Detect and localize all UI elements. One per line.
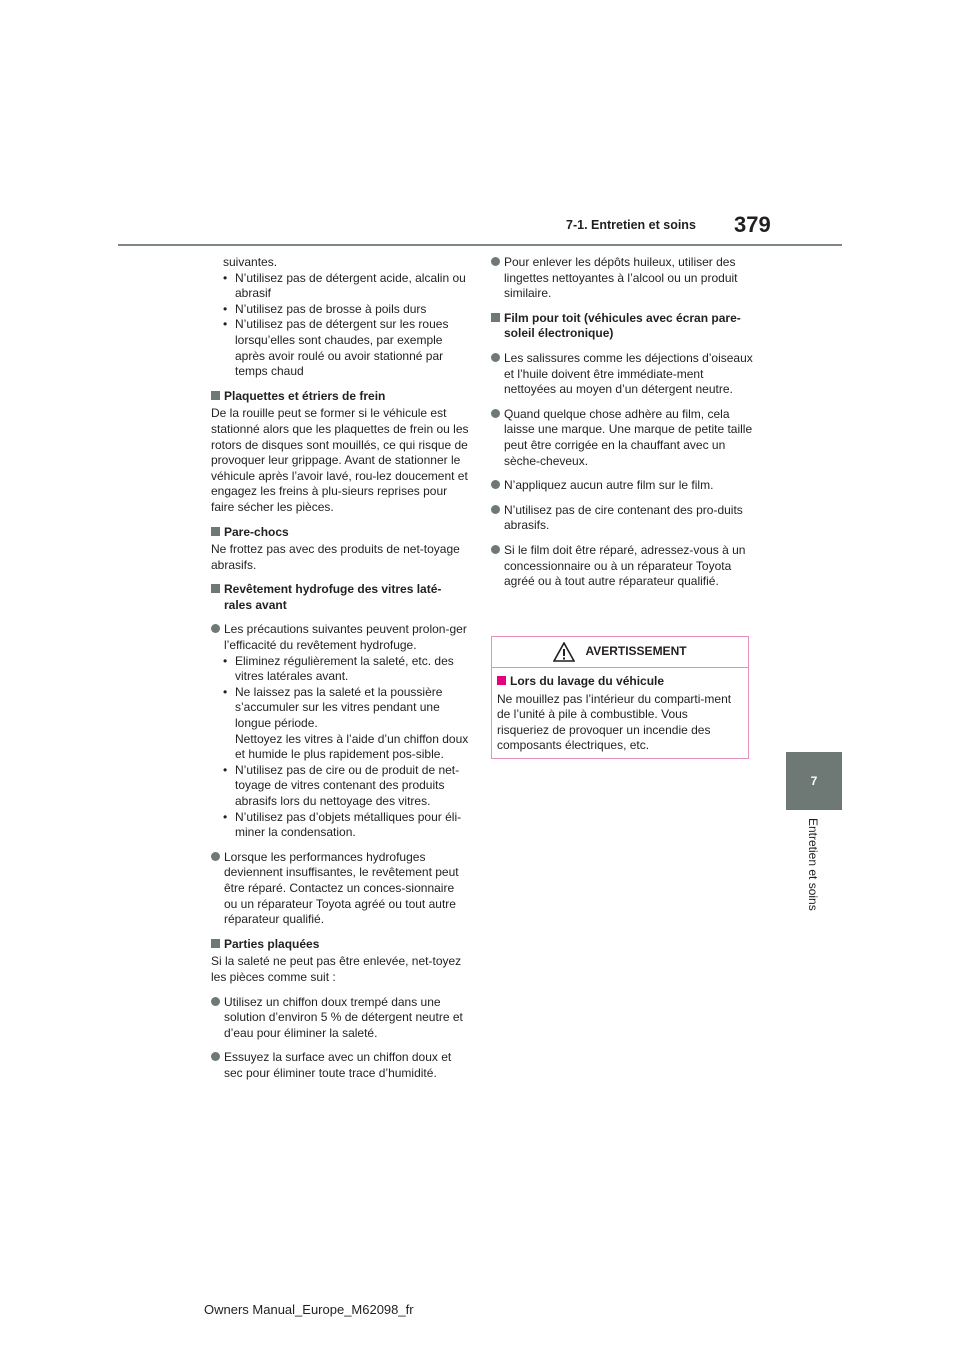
warning-icon (553, 642, 575, 662)
list-item: Utilisez un chiffon doux trempé dans une solution d’environ 5 % de détergent neutre et d’eau pour éliminer la saleté. (211, 995, 469, 1042)
list-item: Si le film doit être réparé, adressez-vous à un concessionnaire ou à un réparateur Toyota agréé ou à tout autre réparateur qualifié. (491, 543, 753, 590)
warning-box (491, 636, 749, 759)
section-heading: Pare-chocs (211, 525, 469, 541)
chapter-number: 7 (810, 774, 818, 788)
chapter-tab (786, 752, 842, 810)
square-bullet-icon (491, 313, 500, 322)
page-number: 379 (734, 212, 771, 237)
circle-bullet-icon (491, 409, 500, 418)
square-bullet-icon (211, 939, 220, 948)
list-item: • Eliminez régulièrement la saleté, etc. des vitres latérales avant. (211, 654, 469, 685)
list-item: • Ne laissez pas la saleté et la poussière s’accumuler sur les vitres pendant une longue période. (211, 685, 469, 732)
square-bullet-icon (211, 584, 220, 593)
footer-text: Owners Manual_Europe_M62098_fr (204, 1302, 414, 1317)
list-item: • N’utilisez pas de cire ou de produit de net-toyage de vitres contenant des produits abrasifs lors du nettoyage des vitres. (211, 763, 469, 810)
section-heading: Film pour toit (véhicules avec écran pare-soleil électronique) (491, 311, 753, 342)
list-item: Essuyez la surface avec un chiffon doux et sec pour éliminer toute trace d’humidité. (211, 1050, 469, 1081)
paragraph: De la rouille peut se former si le véhicule est stationné alors que les plaquettes de frein ou les rotors de disques sont mouillés, ce qui risque de provoquer leur grippage. Avant de stationner le véhicule après l’avoir lavé, rou-lez doucement et engagez les freins à plu-sieurs reprises pour faire sécher les pièces. (211, 406, 469, 514)
header-divider (118, 244, 842, 246)
circle-bullet-icon (211, 1052, 220, 1061)
list-item: Quand quelque chose adhère au film, cela laisse une marque. Une marque de petite taille peut être corrigée en la chauffant avec un sèche-cheveux. (491, 407, 753, 469)
circle-bullet-icon (211, 624, 220, 633)
square-bullet-icon (211, 391, 220, 400)
square-bullet-icon (497, 676, 506, 685)
list-item: • N’utilisez pas d’objets métalliques pour éli-miner la condensation. (211, 810, 469, 841)
left-column (211, 255, 469, 1082)
section-heading: Parties plaquées (211, 937, 469, 953)
list-item: Les salissures comme les déjections d’oiseaux et l’huile doivent être immédiate-ment nettoyées au moyen d’un détergent neutre. (491, 351, 753, 398)
circle-bullet-icon (211, 852, 220, 861)
chapter-label: Entretien et soins (806, 818, 820, 911)
list-item: N’appliquez aucun autre film sur le film. (491, 478, 753, 494)
circle-bullet-icon (491, 545, 500, 554)
circle-bullet-icon (491, 353, 500, 362)
list-item: • N’utilisez pas de détergent sur les roues lorsqu’elles sont chaudes, par exemple après avoir roulé ou avoir stationné par temps chaud (211, 317, 469, 379)
paragraph: Si la saleté ne peut pas être enlevée, net-toyez les pièces comme suit : (211, 954, 462, 984)
section-title: 7-1. Entretien et soins (566, 218, 696, 232)
paragraph: Ne frottez pas avec des produits de net-toyage abrasifs. (211, 542, 460, 572)
paragraph: Nettoyez les vitres à l’aide d’un chiffon doux et humide le plus rapidement pos-sible. (235, 731, 469, 762)
circle-bullet-icon (211, 997, 220, 1006)
continued-text: suivantes. (223, 255, 278, 269)
circle-bullet-icon (491, 257, 500, 266)
list-item: N’utilisez pas de cire contenant des pro-duits abrasifs. (491, 503, 753, 534)
list-item: Lorsque les performances hydrofuges deviennent insuffisantes, le revêtement peut être réparé. Contactez un conces-sionnaire ou un réparateur Toyota agréé ou tout autre réparateur qualifié. (211, 850, 469, 928)
right-column (491, 255, 753, 590)
warning-title: AVERTISSEMENT (585, 644, 687, 659)
list-item: Les précautions suivantes peuvent prolon-ger l’efficacité du revêtement hydrofuge. (211, 622, 469, 653)
list-item: • N’utilisez pas de détergent acide, alcalin ou abrasif (211, 271, 469, 302)
section-heading: Plaquettes et étriers de frein (211, 389, 469, 405)
warning-text: Ne mouillez pas l’intérieur du comparti-ment de l’unité à pile à combustible. Vous risqueriez de provoquer un incendie des composants électriques, etc. (497, 691, 732, 753)
warning-header (492, 637, 748, 668)
square-bullet-icon (211, 527, 220, 536)
section-heading: Revêtement hydrofuge des vitres laté-rales avant (211, 582, 469, 613)
list-item: • N’utilisez pas de brosse à poils durs (211, 302, 469, 318)
list-item: Pour enlever les dépôts huileux, utiliser des lingettes nettoyantes à l’alcool ou un produit similaire. (491, 255, 753, 302)
circle-bullet-icon (491, 480, 500, 489)
circle-bullet-icon (491, 505, 500, 514)
warning-heading: Lors du lavage du véhicule (497, 674, 743, 690)
